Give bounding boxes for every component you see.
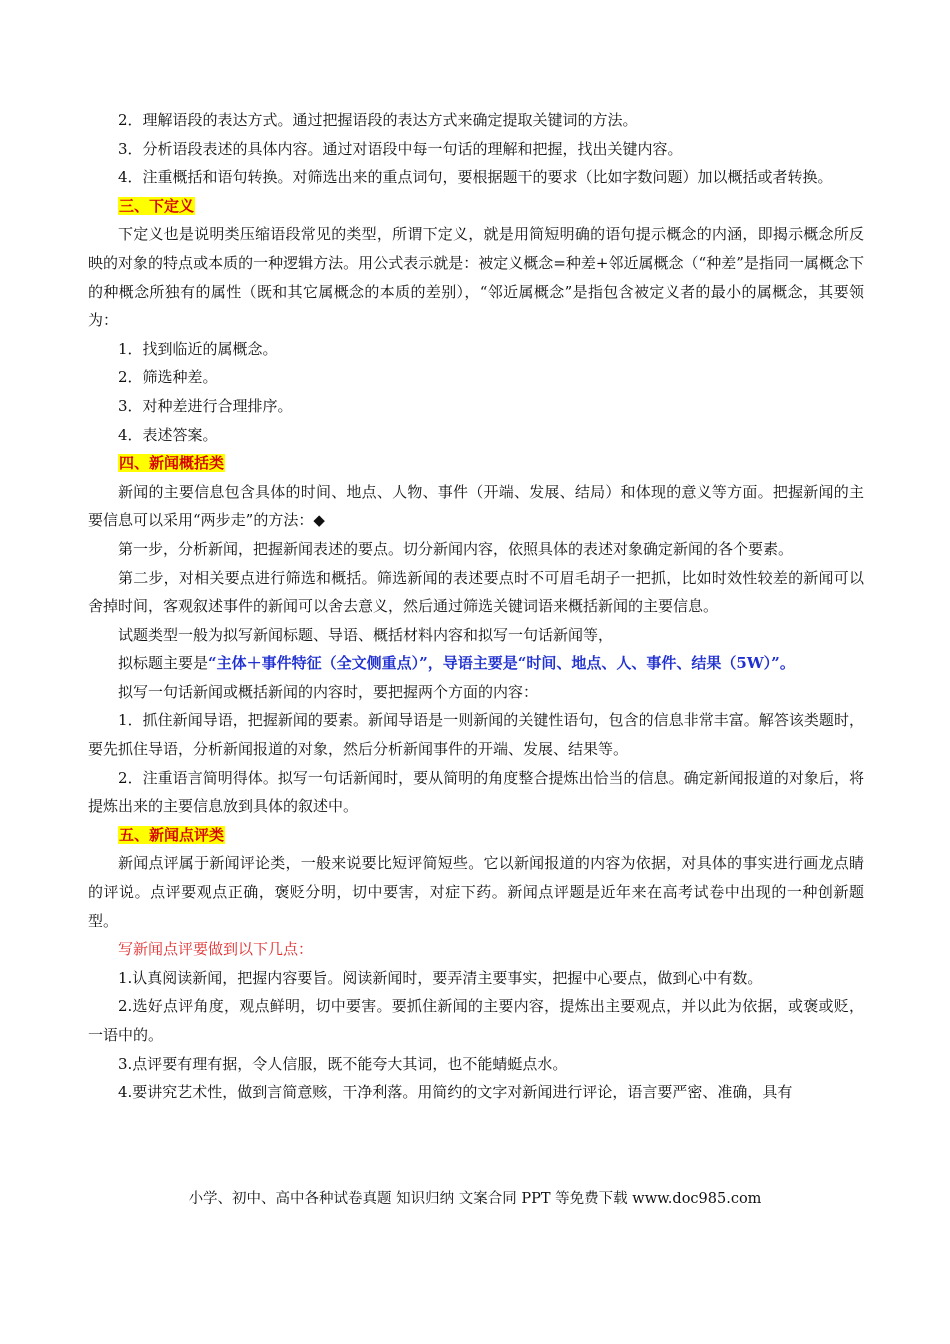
paragraph: 试题类型一般为拟写新闻标题、导语、概括材料内容和拟写一句话新闻等， (118, 625, 614, 644)
page-footer: 小学、初中、高中各种试卷真题 知识归纳 文案合同 PPT 等免费下载 www.doc985.com (188, 1191, 762, 1207)
paragraph: 拟写一句话新闻或概括新闻的内容时，要把握两个方面的内容： (118, 682, 539, 701)
list-item: 3．对种差进行合理排序。 (118, 396, 293, 415)
red-subheading: 写新闻点评要做到以下几点： (118, 940, 314, 959)
section-heading-4 (88, 449, 864, 478)
list-item: 1.认真阅读新闻，把握内容要旨。阅读新闻时，要弄清主要事实，把握中心要点，做到心中有数。 (118, 968, 763, 987)
list-item: 4．表述答案。 (118, 425, 218, 444)
list-item: 2.选好点评角度，观点鲜明，切中要害。要抓住新闻的主要内容，提炼出主要观点，并以此为依据，或褒或贬，一语中的。 (88, 997, 864, 1044)
list-item: 2．筛选种差。 (118, 368, 218, 387)
list-item: 1．抓住新闻导语，把握新闻的要素。新闻导语是一则新闻的关键性语句，包含的信息非常丰富。解答该类题时，要先抓住导语，分析新闻报道的对象，然后分析新闻事件的开端、发展、结果等。 (88, 711, 864, 759)
list-item: 3.点评要有理有据，令人信服，既不能夸大其词，也不能蜻蜓点水。 (118, 1054, 568, 1073)
list-item: 2．注重语言简明得体。拟写一句话新闻时，要从简明的角度整合提炼出恰当的信息。确定新闻报道的对象后，将提炼出来的主要信息放到具体的叙述中。 (88, 768, 864, 816)
paragraph: 下定义也是说明类压缩语段常见的类型，所谓下定义，就是用简短明确的语句提示概念的内涵，即揭示概念所反映的对象的特点或本质的一种逻辑方法。用公式表示就是：被定义概念=种差+邻近属概念（“种差”是指同一属概念下的种概念所独有的属性（既和其它属概念的本质的差别），“邻近属概念”是指包含被定义者的最小的属概念，其要领为： (88, 225, 864, 330)
paragraph: 新闻的主要信息包含具体的时间、地点、人物、事件（开端、发展、结局）和体现的意义等方面。把握新闻的主要信息可以采用“两步走”的方法：◆ (88, 482, 864, 530)
heading-text: 五、新闻点评类 (119, 825, 225, 844)
paragraph: 4．注重概括和语句转换。对筛选出来的重点词句，要根据题干的要求（比如字数问题）加以概括或者转换。 (118, 168, 833, 187)
paragraph: 第二步，对相关要点进行筛选和概括。筛选新闻的表述要点时不可眉毛胡子一把抓，比如时效性较差的新闻可以舍掉时间，客观叙述事件的新闻可以舍去意义，然后通过筛选关键词语来概括新闻的主要信息。 (88, 568, 864, 616)
paragraph: 3．分析语段表述的具体内容。通过对语段中每一句话的理解和把握，找出关键内容。 (118, 139, 683, 158)
paragraph: 2．理解语段的表达方式。通过把握语段的表达方式来确定提取关键词的方法。 (118, 111, 638, 129)
section-heading-3 (88, 192, 864, 221)
paragraph (88, 649, 864, 678)
list-item: 4.要讲究艺术性，做到言简意赅，干净利落。用简约的文字对新闻进行评论，语言要严密、准确，具有 (118, 1083, 793, 1102)
list-item: 1．找到临近的属概念。 (118, 339, 278, 358)
emphasis-text: “主体＋事件特征（全文侧重点）”，导语主要是“时间、地点、人、事件、结果（5W）”。 (208, 654, 795, 673)
document-body (88, 106, 864, 1107)
paragraph: 第一步，分析新闻，把握新闻表述的要点。切分新闻内容，依照具体的表述对象确定新闻的各个要素。 (118, 539, 794, 558)
paragraph-lead: 拟标题主要是 (118, 654, 209, 673)
heading-text: 三、下定义 (119, 196, 195, 215)
section-heading-5 (88, 821, 864, 850)
heading-text: 四、新闻概括类 (119, 454, 225, 473)
paragraph: 新闻点评属于新闻评论类，一般来说要比短评简短些。它以新闻报道的内容为依据，对具体的事实进行画龙点睛的评说。点评要观点正确，褒贬分明，切中要害，对症下药。新闻点评题是近年来在高考试卷中出现的一种创新题型。 (88, 854, 864, 930)
